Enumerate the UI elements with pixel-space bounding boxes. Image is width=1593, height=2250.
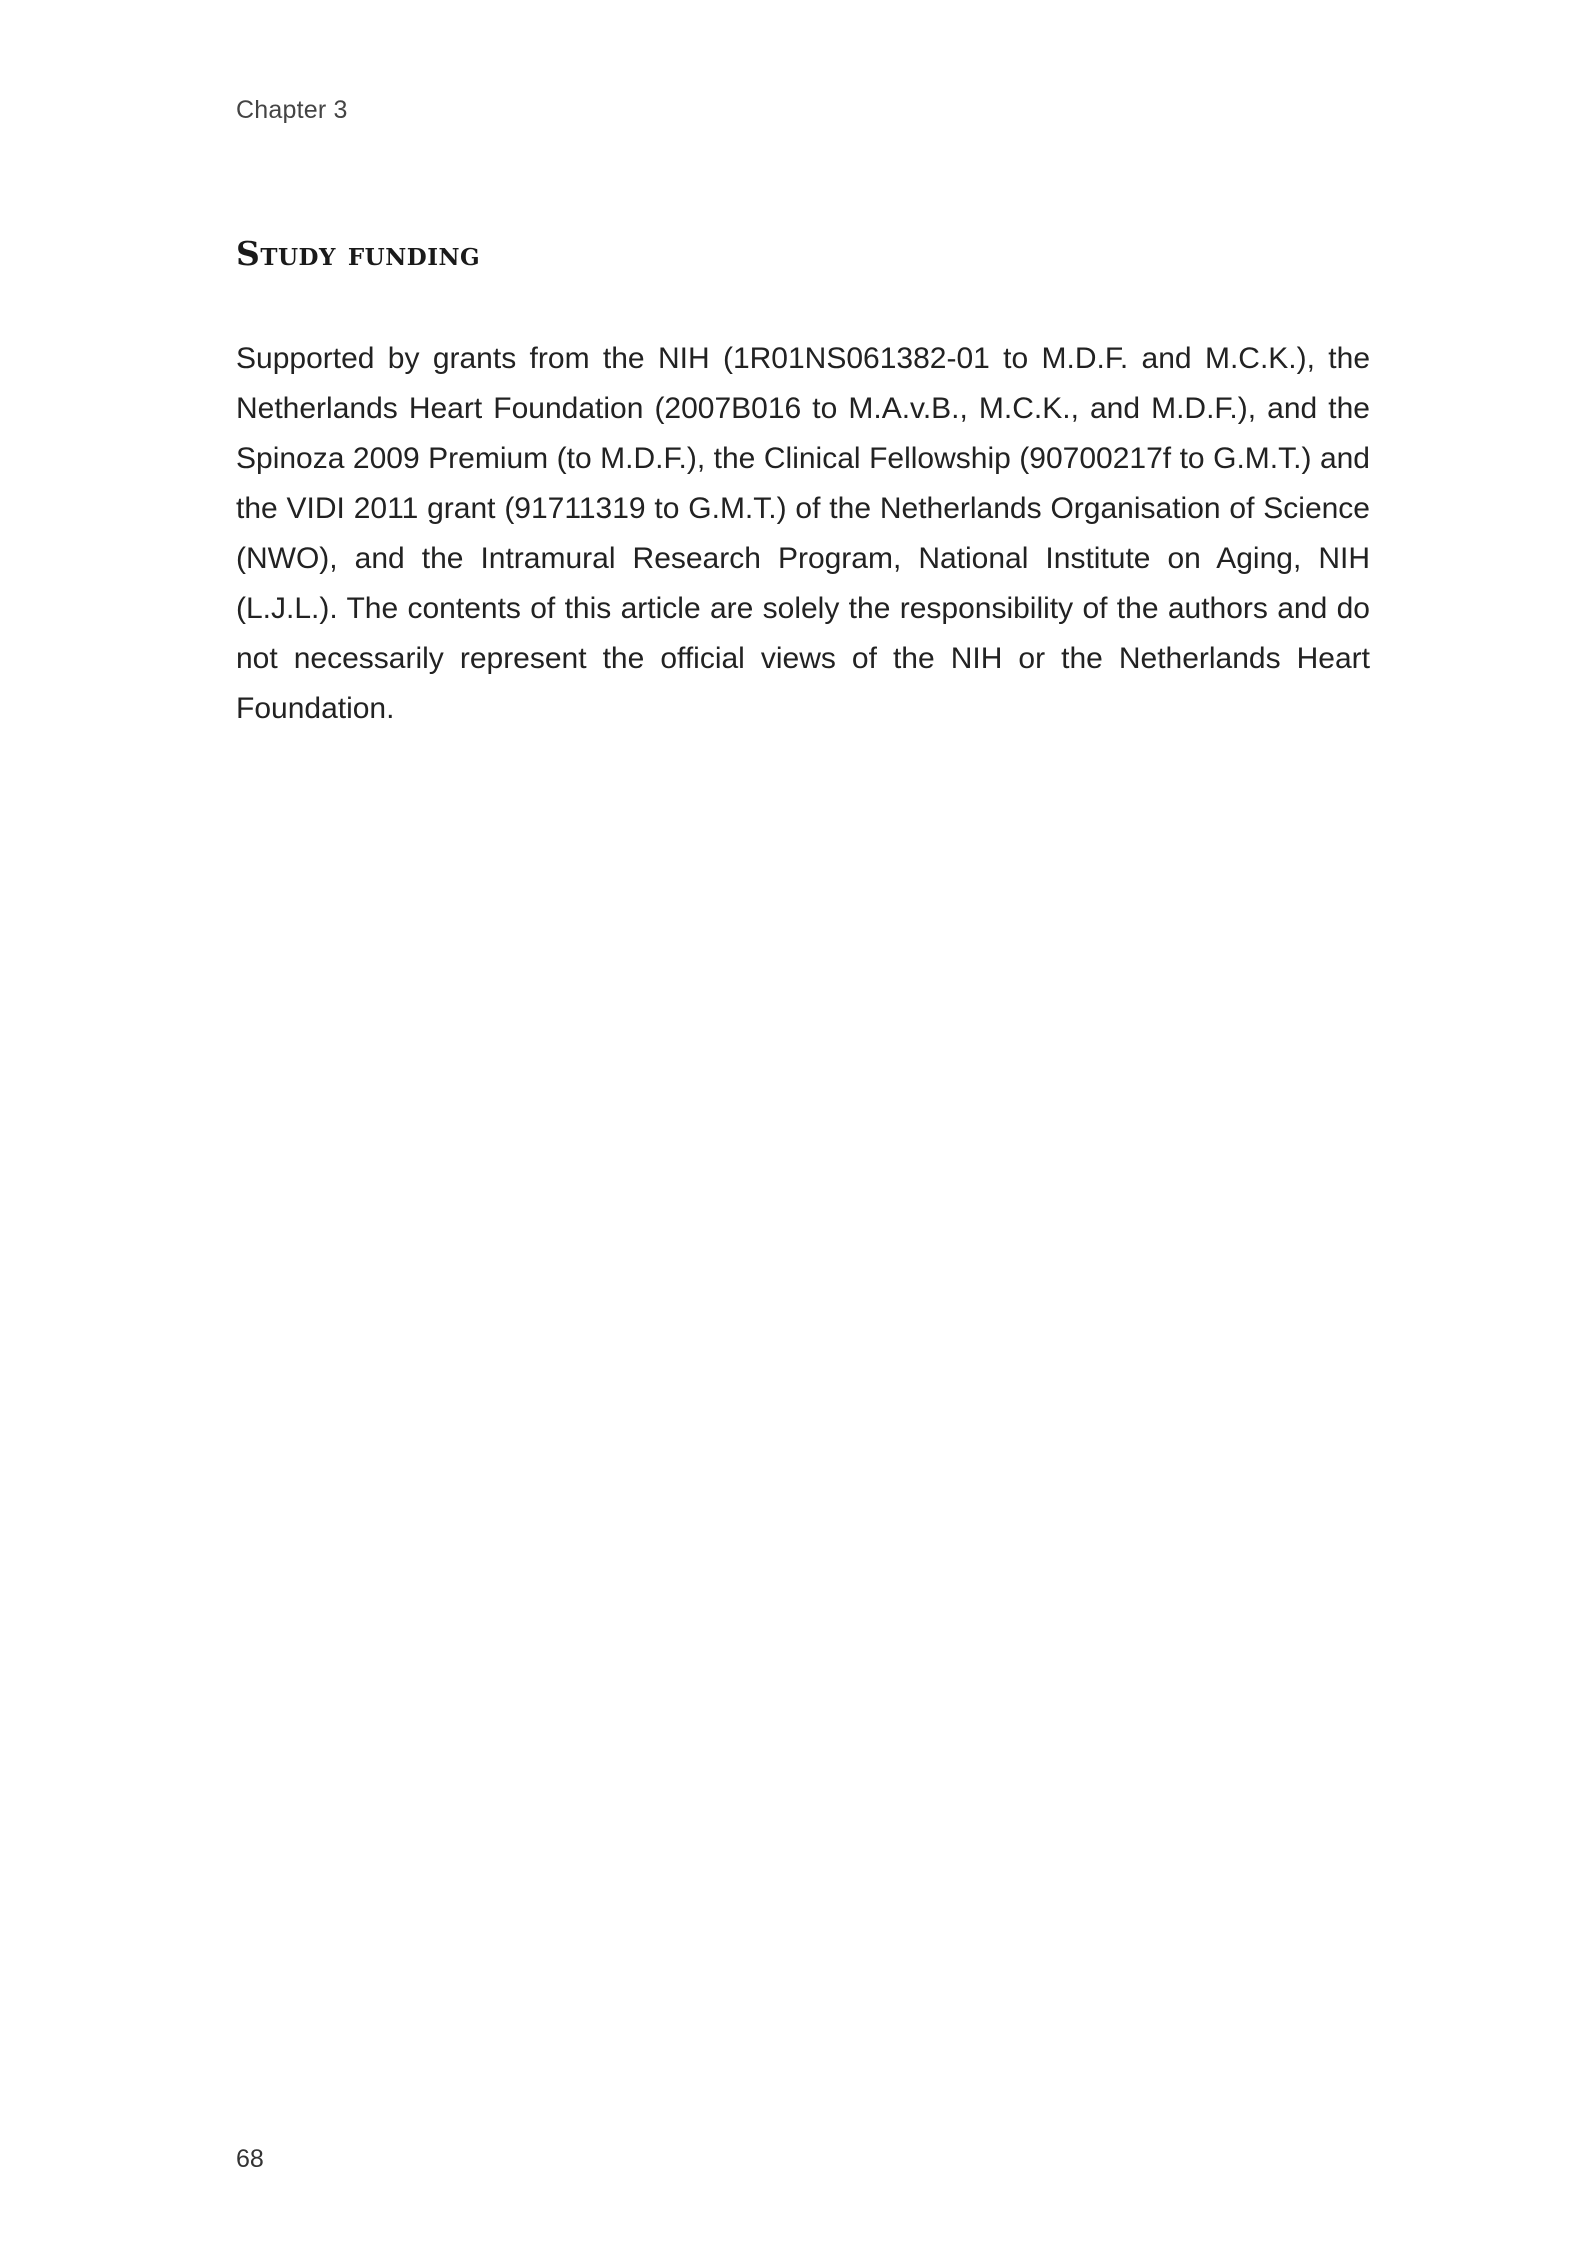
section-heading: Study funding xyxy=(236,234,481,273)
running-head: Chapter 3 xyxy=(236,96,348,124)
body-paragraph: Supported by grants from the NIH (1R01NS061382-01 to M.D.F. and M.C.K.), the Netherlands Heart Foundation (2007B016 to M.A.v.B., M.C.K., and M.D.F.), and the Spinoza 2009 Premium (to M.D.F.), the Clinical Fellowship (90700217f to G.M.T.) and the VIDI 2011 grant (91711319 to G.M.T.) of the Netherlands Organisation of Science (NWO), and the Intramural Research Program, National Institute on Aging, NIH (L.J.L.). The contents of this article are solely the responsibility of the authors and do not necessarily represent the official views of the NIH or the Netherlands Heart Foundation. xyxy=(236,342,1370,725)
page-number: 68 xyxy=(236,2145,264,2173)
